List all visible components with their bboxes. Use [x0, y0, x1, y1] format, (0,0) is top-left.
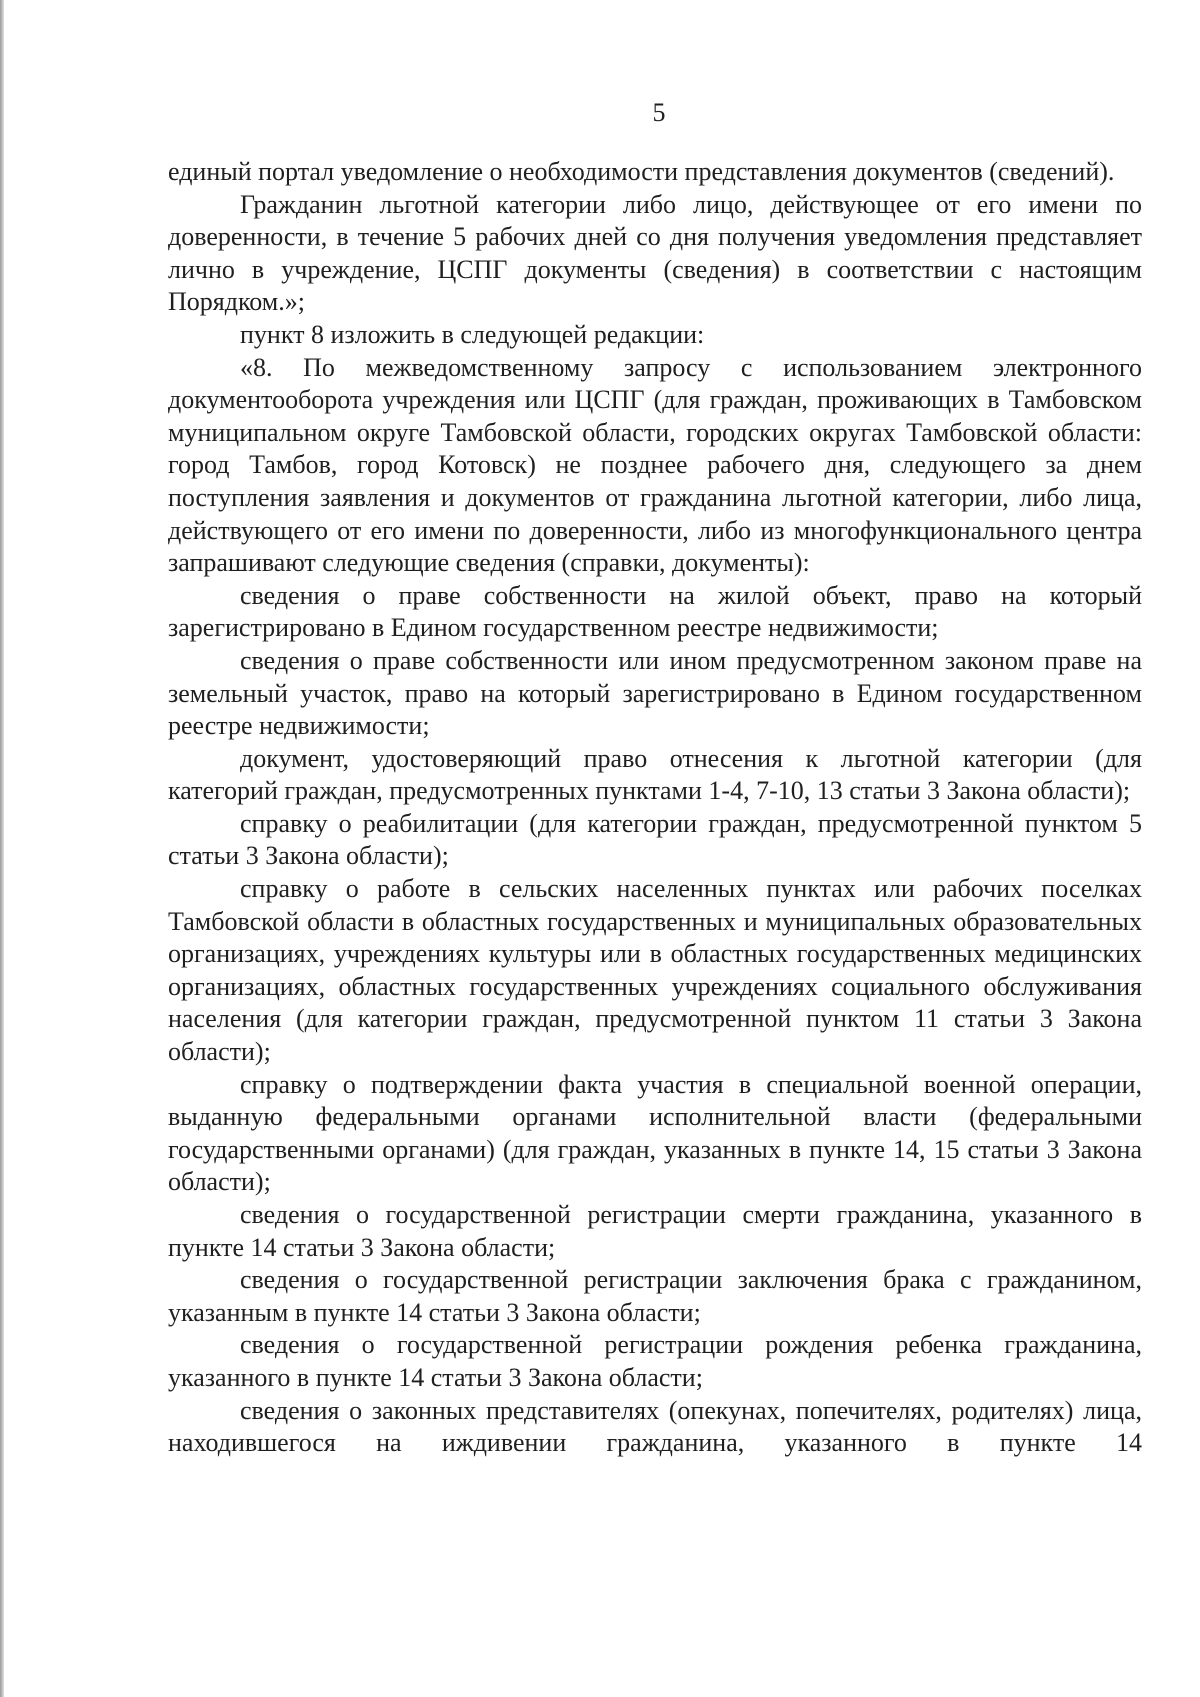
paragraph-property-rights-dwelling: сведения о праве собственности на жилой объект, право на который зарегистрировано в Едином государственном реестре недвижимости; [168, 580, 1142, 643]
paragraph-rural-work-certificate: справку о работе в сельских населенных пунктах или рабочих поселках Тамбовской области в областных государственных и муниципальных образовательных организациях, учреждениях культуры или в областных государственных медицинских организациях, областных государственных учреждениях социального обслуживания населения (для категории граждан, предусмотренной пунктом 11 статьи 3 Закона области); [168, 874, 1142, 1067]
document-body [168, 156, 1142, 1460]
scan-edge-shadow [0, 0, 4, 1697]
page-number: 5 [652, 98, 666, 127]
paragraph-birth-registration: сведения о государственной регистрации рождения ребенка гражданина, указанного в пункте 14 статьи 3 Закона области; [168, 1330, 1142, 1392]
paragraph-rehabilitation-certificate: справку о реабилитации (для категории граждан, предусмотренной пунктом 5 статьи 3 Закона области); [168, 808, 1142, 871]
paragraph-amendment-intro: пункт 8 изложить в следующей редакции: [240, 319, 705, 349]
paragraph-military-operation-certificate: справку о подтверждении факта участия в специальной военной операции, выданную федеральными органами исполнительной власти (федеральными государственными органами) (для граждан, указанных в пункте 14, 15 статьи 3 Закона области); [168, 1069, 1142, 1197]
paragraph-notice-continuation: единый портал уведомление о необходимости представления документов (сведений). [168, 157, 1115, 186]
paragraph-citizen-submission: Гражданин льготной категории либо лицо, действующее от его имени по доверенности, в течение 5 рабочих дней со дня получения уведомления представляет лично в учреждение, ЦСПГ документы (сведения) в соответствии с настоящим Порядком.»; [168, 189, 1142, 317]
paragraph-category-document: документ, удостоверяющий право отнесения к льготной категории (для категорий граждан, предусмотренных пунктами 1-4, 7-10, 13 статьи 3 Закона области); [168, 743, 1142, 806]
paragraph-marriage-registration: сведения о государственной регистрации заключения брака с гражданином, указанным в пункте 14 статьи 3 Закона области; [168, 1265, 1142, 1327]
paragraph-legal-representatives: сведения о законных представителях (опекунах, попечителях, родителях) лица, находившегося на иждивении гражданина, указанного в пункте 14 [168, 1395, 1142, 1458]
paragraph-property-rights-land: сведения о праве собственности или ином предусмотренном законом праве на земельный участок, право на который зарегистрировано в Едином государственном реестре недвижимости; [168, 645, 1142, 741]
paragraph-death-registration: сведения о государственной регистрации смерти гражданина, указанного в пункте 14 статьи 3 Закона области; [168, 1200, 1142, 1262]
paragraph-item-8: «8. По межведомственному запросу с использованием электронного документооборота учреждения или ЦСПГ (для граждан, проживающих в Тамбовском муниципальном округе Тамбовской области, городских округах Тамбовской области: город Тамбов, город Котовск) не позднее рабочего дня, следующего за днем поступления заявления и документов от гражданина льготной категории, либо лица, действующего от его имени по доверенности, либо из многофункционального центра запрашивают следующие сведения (справки, документы): [168, 352, 1142, 578]
